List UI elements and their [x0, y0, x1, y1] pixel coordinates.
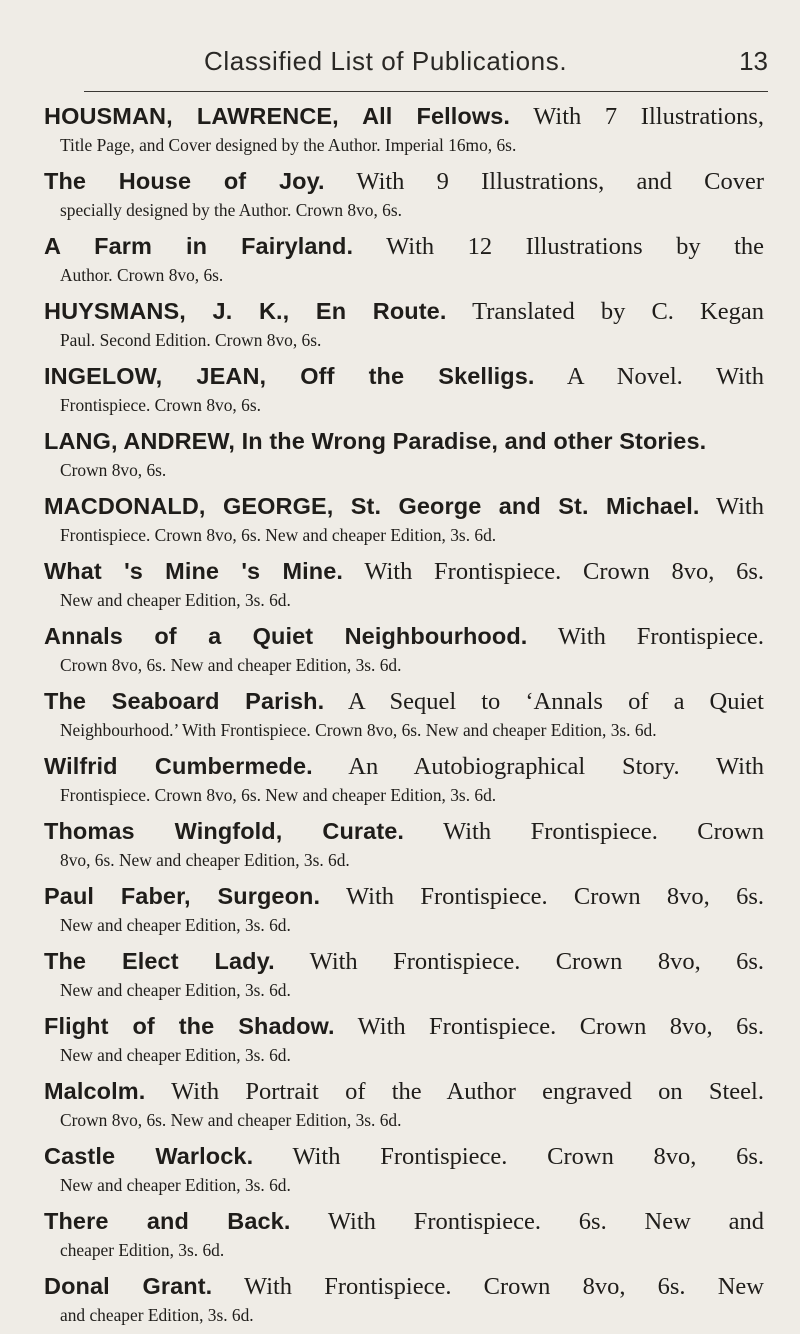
list-item — [44, 944, 764, 1001]
entry-details: Neighbourhood.’ With Frontispiece. Crown 8vo, 6s. New and cheaper Edition, 3s. 6d. — [60, 720, 657, 740]
header-rule — [84, 91, 768, 92]
entry-title: A Farm in Fairyland. — [44, 233, 354, 259]
entry-title: Donal Grant. — [44, 1273, 213, 1299]
entry-description: A Sequel to ‘Annals of a Quiet — [348, 688, 764, 715]
entry-description: With 7 Illustrations, — [533, 103, 764, 130]
list-item — [44, 879, 764, 936]
entry-description: With Frontispiece. Crown 8vo, 6s. New — [244, 1273, 765, 1300]
entry-details: New and cheaper Edition, 3s. 6d. — [60, 1175, 291, 1195]
list-item — [44, 554, 764, 611]
entry-title: Flight of the Shadow. — [44, 1013, 335, 1039]
page-number: 13 — [739, 46, 768, 76]
entry-description: A Novel. With — [566, 363, 764, 390]
entry-details: New and cheaper Edition, 3s. 6d. — [60, 980, 291, 1000]
entry-title: What 's Mine 's Mine. — [44, 558, 344, 584]
publication-list — [44, 99, 764, 1334]
entry-details: New and cheaper Edition, 3s. 6d. — [60, 1045, 291, 1065]
entry-description: With 9 Illustrations, and Cover — [356, 168, 764, 195]
entry-title: HUYSMANS, J. K., En Route. — [44, 298, 447, 324]
list-item — [44, 489, 764, 546]
entry-details: 8vo, 6s. New and cheaper Edition, 3s. 6d. — [60, 850, 350, 870]
entry-description: With Frontispiece. — [557, 623, 764, 650]
entry-details: New and cheaper Edition, 3s. 6d. — [60, 915, 291, 935]
entry-description: Translated by C. Kegan — [472, 298, 764, 325]
entry-title: HOUSMAN, LAWRENCE, All Fellows. — [44, 103, 511, 129]
entry-title: Annals of a Quiet Neighbourhood. — [44, 623, 528, 649]
entry-details: Frontispiece. Crown 8vo, 6s. New and cheaper Edition, 3s. 6d. — [60, 525, 497, 545]
entry-title: Castle Warlock. — [44, 1143, 254, 1169]
entry-title: The House of Joy. — [44, 168, 325, 194]
entry-description: With 12 Illustrations by the — [386, 233, 764, 260]
list-item — [44, 1204, 764, 1261]
page-header — [84, 42, 768, 82]
list-item — [44, 164, 764, 221]
list-item — [44, 1139, 764, 1196]
entry-description: With Frontispiece. Crown 8vo, 6s. — [309, 948, 765, 975]
page-title: Classified List of Publications. — [204, 46, 568, 76]
entry-description: An Autobiographical Story. With — [348, 753, 765, 780]
entry-details: and cheaper Edition, 3s. 6d. — [60, 1305, 254, 1325]
list-item — [44, 1009, 764, 1066]
list-item — [44, 424, 764, 481]
list-item — [44, 684, 764, 741]
list-item — [44, 359, 764, 416]
entry-title: The Elect Lady. — [44, 948, 275, 974]
entry-description: With Frontispiece. Crown 8vo, 6s. — [364, 558, 764, 585]
entry-details: Crown 8vo, 6s. — [60, 460, 167, 480]
list-item — [44, 294, 764, 351]
entry-details: Frontispiece. Crown 8vo, 6s. — [60, 395, 261, 415]
entry-description: With Frontispiece. Crown 8vo, 6s. — [346, 883, 764, 910]
entry-description: With Frontispiece. Crown 8vo, 6s. — [357, 1013, 764, 1040]
list-item — [44, 749, 764, 806]
entry-title: INGELOW, JEAN, Off the Skelligs. — [44, 363, 535, 389]
entry-details: Title Page, and Cover designed by the Author. Imperial 16mo, 6s. — [60, 135, 517, 155]
entry-description: With Portrait of the Author engraved on Steel. — [171, 1078, 764, 1105]
entry-details: Frontispiece. Crown 8vo, 6s. New and cheaper Edition, 3s. 6d. — [60, 785, 497, 805]
list-item — [44, 1074, 764, 1131]
entry-details: Crown 8vo, 6s. New and cheaper Edition, 3s. 6d. — [60, 1110, 402, 1130]
entry-title: Wilfrid Cumbermede. — [44, 753, 313, 779]
list-item — [44, 99, 764, 156]
entry-description: With — [715, 493, 764, 520]
entry-details: Crown 8vo, 6s. New and cheaper Edition, 3s. 6d. — [60, 655, 402, 675]
entry-title: Thomas Wingfold, Curate. — [44, 818, 405, 844]
entry-description: With Frontispiece. 6s. New and — [327, 1208, 765, 1235]
entry-details: Paul. Second Edition. Crown 8vo, 6s. — [60, 330, 322, 350]
entry-title: Malcolm. — [44, 1078, 146, 1104]
entry-details: specially designed by the Author. Crown 8vo, 6s. — [60, 200, 402, 220]
list-item — [44, 814, 764, 871]
entry-details: New and cheaper Edition, 3s. 6d. — [60, 590, 291, 610]
entry-title: Paul Faber, Surgeon. — [44, 883, 321, 909]
list-item — [44, 1269, 764, 1326]
entry-details: cheaper Edition, 3s. 6d. — [60, 1240, 225, 1260]
entry-title: MACDONALD, GEORGE, St. George and St. Michael. — [44, 493, 700, 519]
entry-title: LANG, ANDREW, In the Wrong Paradise, and other Stories. — [44, 428, 707, 454]
entry-description: With Frontispiece. Crown 8vo, 6s. — [292, 1143, 764, 1170]
list-item — [44, 619, 764, 676]
list-item — [44, 229, 764, 286]
entry-title: The Seaboard Parish. — [44, 688, 325, 714]
entry-title: There and Back. — [44, 1208, 291, 1234]
entry-description: With Frontispiece. Crown — [443, 818, 764, 845]
entry-details: Author. Crown 8vo, 6s. — [60, 265, 224, 285]
